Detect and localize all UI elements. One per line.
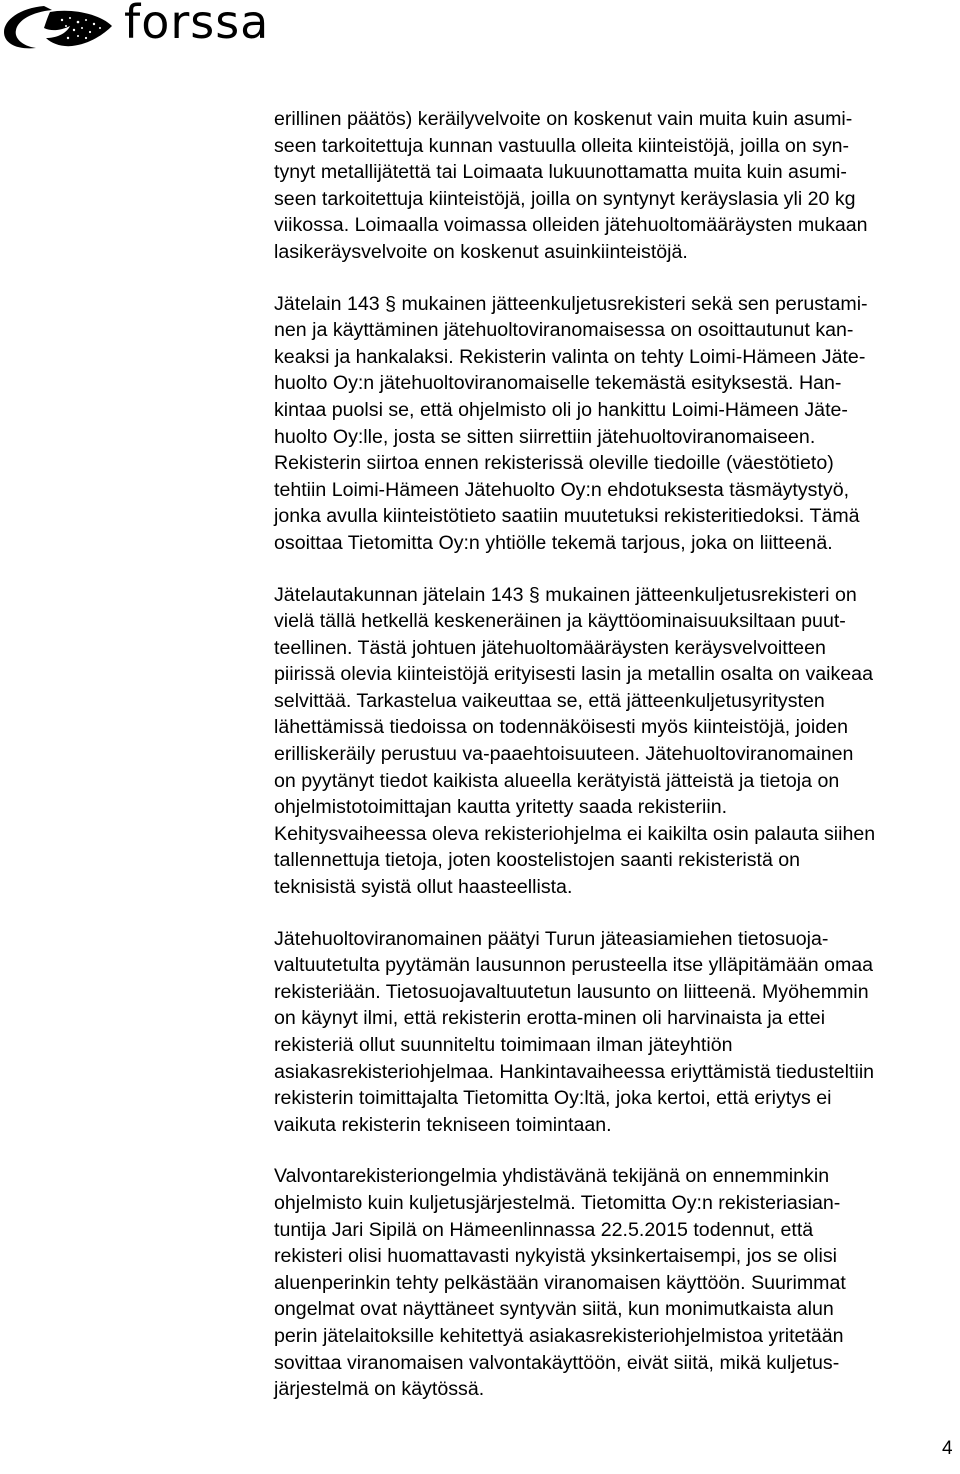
text-line: ongelmat ovat näyttäneet syntyvän siitä, kun monimutkaista alun [274, 1298, 834, 1321]
text-line: lähettämissä tiedoissa on todennäköisesti myös kiinteistöjä, joiden [274, 716, 848, 739]
paragraph [274, 582, 950, 901]
text-line: perin jätelaitoksille kehitettyä asiakasrekisteriohjelmistoa yritetään [274, 1324, 844, 1347]
text-line: kintaa puolsi se, että ohjelmisto oli jo hankittu Loimi-Hämeen Jäte- [274, 398, 848, 421]
text-line: teellinen. Tästä johtuen jätehuoltomääräysten keräysvelvoitteen [274, 636, 826, 659]
forssa-logo-icon [0, 4, 116, 50]
text-line: Valvontarekisteriongelmia yhdistävänä tekijänä on ennemminkin [274, 1165, 830, 1188]
text-line: seen tarkoitettuja kiinteistöjä, joilla on syntynyt keräyslasia yli 20 kg [274, 187, 856, 210]
text-line: Jätehuoltoviranomainen päätyi Turun jäteasiamiehen tietosuoja- [274, 927, 829, 950]
text-line: erilliskeräily perustuu va-paaehtoisuuteen. Jätehuoltoviranomainen [274, 743, 854, 766]
page-header [0, 0, 300, 56]
paragraph [274, 291, 950, 557]
text-line: jonka avulla kiinteistötieto saatiin muutetuksi rekisteritiedoksi. Tämä [274, 505, 860, 528]
document-body [274, 106, 950, 1428]
text-line: Jätelain 143 § mukainen jätteenkuljetusrekisteri sekä sen perustami- [274, 292, 868, 315]
paragraph [274, 1163, 950, 1402]
text-line: keaksi ja hankalaksi. Rekisterin valinta on tehty Loimi-Hämeen Jäte- [274, 345, 866, 368]
text-line: rekisterin toimittajalta Tietomitta Oy:ltä, joka kertoi, että eriytys ei [274, 1087, 832, 1110]
text-line: Kehitysvaiheessa oleva rekisteriohjelma ei kaikilta osin palauta siihen [274, 822, 876, 845]
text-line: piirissä olevia kiinteistöjä erityisesti lasin ja metallin osalta on vaikeaa [274, 663, 873, 686]
text-line: asiakasrekisteriohjelmaa. Hankintavaiheessa eriyttämistä tiedusteltiin [274, 1060, 875, 1083]
text-line: valtuutetulta pyytämän lausunnon perusteella itse ylläpitämään omaa [274, 954, 874, 977]
text-line: lasikeräysvelvoite on koskenut asuinkiinteistöjä. [274, 240, 688, 263]
text-line: tuntija Jari Sipilä on Hämeenlinnassa 22.5.2015 todennut, että [274, 1218, 814, 1241]
text-line: sovittaa viranomaisen valvontakäyttöön, eivät siitä, mikä kuljetus- [274, 1351, 840, 1374]
text-line: huolto Oy:lle, josta se sitten siirrettiin jätehuoltoviranomaiseen. [274, 425, 816, 448]
text-line: järjestelmä on käytössä. [274, 1378, 485, 1401]
page-number: 4 [942, 1438, 953, 1459]
text-line: viikossa. Loimaalla voimassa olleiden jätehuoltomääräysten mukaan [274, 214, 868, 237]
text-line: huolto Oy:n jätehuoltoviranomaiselle tekemästä esityksestä. Han- [274, 372, 842, 395]
text-line: ohjelmistotoimittajan kautta yritetty saada rekisteriin. [274, 796, 728, 819]
text-line: seen tarkoitettuja kunnan vastuulla olleita kiinteistöjä, joilla on syn- [274, 134, 850, 157]
text-line: erillinen päätös) keräilyvelvoite on koskenut vain muita kuin asumi- [274, 108, 853, 130]
text-line: osoittaa Tietomitta Oy:n yhtiölle tekemä tarjous, joka on liitteenä. [274, 531, 833, 554]
text-line: vielä tällä hetkellä keskeneräinen ja käyttöominaisuuksiltaan puut- [274, 610, 846, 633]
text-line: teknisistä syistä ollut haasteellista. [274, 876, 573, 899]
text-line: rekisteriä ollut suunniteltu toimimaan ilman jäteyhtiön [274, 1034, 733, 1056]
text-line: on käynyt ilmi, että rekisterin erotta-minen oli harvinaista ja ettei [274, 1007, 826, 1030]
text-line: Rekisterin siirtoa ennen rekisterissä oleville tiedoille (väestötieto) [274, 452, 834, 475]
text-line: aluenperinkin tehty pelkästään viranomaisen käyttöön. Suurimmat [274, 1271, 846, 1294]
text-line: rekisteriään. Tietosuojavaltuutetun lausunto on liitteenä. Myöhemmin [274, 980, 869, 1003]
paragraph [274, 106, 950, 266]
text-line: tynyt metallijätettä tai Loimaata lukuunottamatta muita kuin asumi- [274, 161, 847, 184]
text-line: tehtiin Loimi-Hämeen Jätehuolto Oy:n ehdotuksesta täsmäytystyö, [274, 478, 850, 501]
text-line: nen ja käyttäminen jätehuoltoviranomaisessa on osoittautunut kan- [274, 319, 854, 342]
logo-wordmark: forssa [124, 0, 270, 49]
text-line: tallennettuja tietoja, joten koostelistojen saanti rekisteristä on [274, 849, 801, 872]
text-line: on pyytänyt tiedot kaikista alueella kerätyistä jätteistä ja tietoja on [274, 769, 840, 792]
paragraph [274, 926, 950, 1139]
text-line: vaikuta rekisterin tekniseen toimintaan. [274, 1113, 612, 1136]
text-line: Jätelautakunnan jätelain 143 § mukainen jätteenkuljetusrekisteri on [274, 583, 857, 606]
text-line: ohjelmisto kuin kuljetusjärjestelmä. Tietomitta Oy:n rekisteriasian- [274, 1191, 841, 1214]
text-line: selvittää. Tarkastelua vaikeuttaa se, että jätteenkuljetusyritysten [274, 689, 825, 712]
text-line: rekisteri olisi huomattavasti nykyistä yksinkertaisempi, jos se olisi [274, 1245, 837, 1268]
